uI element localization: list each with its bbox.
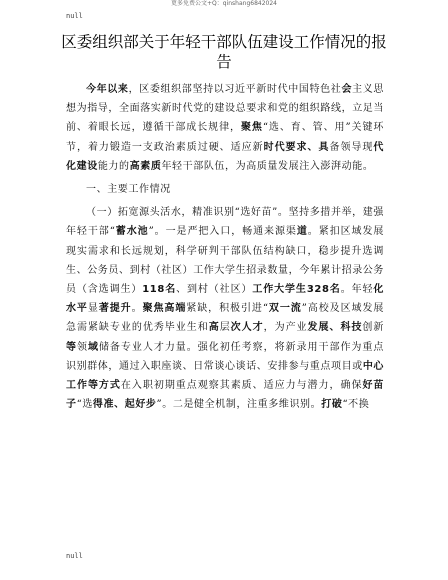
bold-text-run: 域 — [87, 341, 99, 353]
bold-text-run: 发展、科技 — [307, 322, 363, 334]
bold-text-run: 打破 — [321, 399, 343, 411]
footer-null-label: null — [66, 552, 83, 560]
bold-text-run: 次人才 — [230, 322, 264, 334]
text-run: 领 — [76, 341, 88, 353]
text-run: 主义思想为指导，全面落实新时代党的建设总要求和党的组织路线，立足当前、着眼长远，遵循干部成长规律， — [66, 84, 384, 134]
text-run: （一）拓宽源头活水，精准识别“选好苗”。坚持多措并举，建强年轻干部“ — [66, 207, 384, 238]
section-1-paragraph — [66, 203, 384, 414]
text-run: ，区委组织部坚持以习近平新时代中国特色社 — [128, 84, 342, 95]
bold-text-run: 时代要求、具 — [263, 141, 330, 153]
bold-text-run: 今年以来 — [86, 84, 129, 95]
bold-text-run: 工作大学生328名 — [252, 284, 341, 296]
text-run: ，为产业 — [263, 322, 308, 334]
text-run: 创新 — [362, 322, 384, 334]
text-run: 。紧扣区域发展现实需求和长远规划，科学研判干部队伍结构缺口，稳步提升选调生、公务员、到村（社区）工作大学生招录数量，今年累计招录公务员（含选调生） — [66, 226, 384, 296]
bold-text-run: 等 — [66, 341, 77, 353]
text-run: 在入职初期重点观察其素质、适应力与潜力，确保 — [120, 380, 363, 392]
text-run: 层 — [219, 322, 231, 334]
intro-paragraph — [66, 80, 384, 176]
bold-text-run: 会 — [341, 84, 353, 95]
bold-text-run: 双一流 — [268, 303, 302, 315]
bold-text-run: 蓄水池 — [115, 226, 149, 238]
text-run: 显 — [87, 303, 99, 315]
text-run: ”高校及区域发展急需紧缺专业的优秀毕业生和 — [66, 303, 384, 334]
bold-text-run: 代化建设 — [66, 141, 384, 172]
text-run: 备领导现 — [329, 141, 374, 153]
bold-text-run: 聚焦高端 — [142, 303, 187, 315]
text-run: 年轻干部队伍，为高质量发展注入澎湃动能。 — [161, 160, 374, 172]
section-heading: 一、主要工作情况 — [86, 184, 171, 196]
bold-text-run: 著提升 — [98, 303, 132, 315]
document-body — [66, 80, 384, 414]
bold-text-run: 聚焦 — [240, 122, 263, 134]
text-run: 紧缺，积极引进“ — [186, 303, 269, 315]
bold-text-run: 道 — [296, 226, 308, 238]
text-run: ”。二是健全机制，注重多维识别。 — [156, 399, 322, 411]
top-banner: 更多免费公文+Q：qinshang6842024 — [171, 0, 277, 7]
text-run: 、到村（社区） — [176, 284, 253, 296]
text-run: 能力的 — [97, 160, 130, 172]
text-run: “不换 — [342, 399, 370, 411]
text-run: ”。一是严把入口，畅通来源渠 — [148, 226, 297, 238]
bold-text-run: 118名 — [142, 284, 177, 296]
text-run: 。年轻 — [340, 284, 374, 296]
bold-text-run: 高 — [208, 322, 220, 334]
text-run: 。 — [131, 303, 143, 315]
bold-text-run: 中心工作等方式 — [66, 360, 385, 392]
bold-text-run: 得准、起好步 — [92, 399, 157, 411]
bold-text-run: 好苗子 — [66, 380, 385, 411]
text-run: 储备专业人才力量。强化初任考察，将新录用干部作为重点识别群体，通过入职座谈、日常谈心谈话、安排参与重点项目或 — [66, 341, 384, 372]
document-title: 区委组织部关于年轻干部队伍建设工作情况的报告 — [61, 33, 387, 71]
bold-text-run: 化水平 — [66, 284, 384, 315]
text-run: “选、育、管、用”关键环节，着力锻造一支政治素质过硬、适应新 — [66, 122, 384, 153]
text-run: “选 — [76, 399, 93, 411]
header-null-label: null — [66, 12, 83, 20]
bold-text-run: 高素质 — [129, 160, 162, 172]
